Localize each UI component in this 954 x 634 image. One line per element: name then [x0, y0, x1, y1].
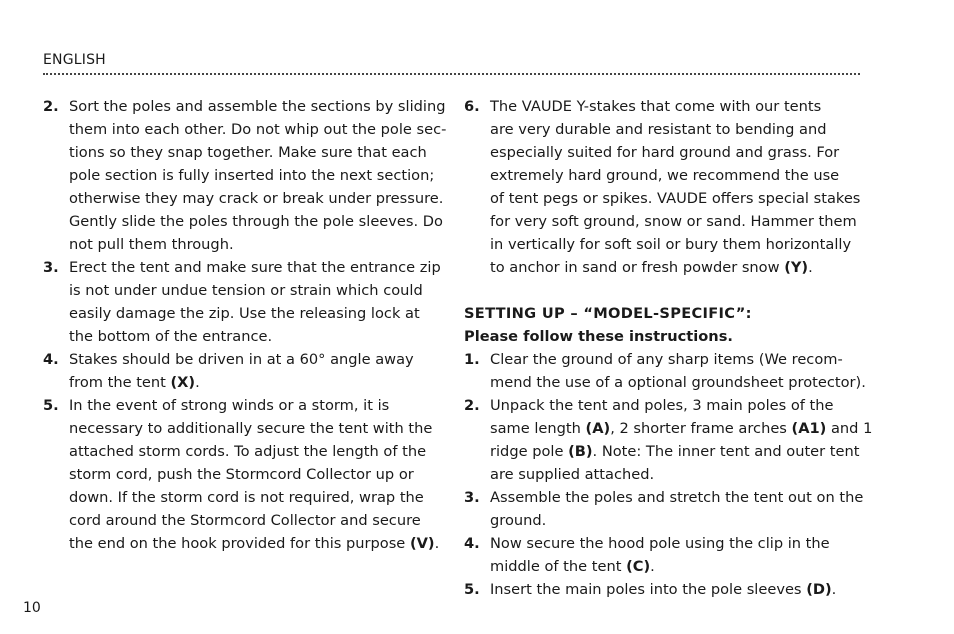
- text-fragment: Insert the main poles into the pole sleeves: [490, 581, 807, 598]
- text-line: storm cord, push the Stormcord Collector up or: [69, 466, 414, 483]
- text-line: otherwise they may crack or break under pressure.: [69, 190, 444, 207]
- text-line: Erect the tent and make sure that the entrance zip: [69, 259, 441, 276]
- item-number: 5.: [464, 581, 480, 598]
- item-number: 3.: [43, 259, 59, 276]
- item-number: 1.: [464, 351, 480, 368]
- text-line: [490, 578, 864, 601]
- text-fragment: .: [650, 558, 655, 575]
- setup-step-4: [464, 532, 864, 578]
- text-line: extremely hard ground, we recommend the use: [490, 167, 840, 184]
- item-number: 4.: [43, 351, 59, 368]
- section-heading: SETTING UP – “MODEL-SPECIFIC”:: [464, 305, 752, 322]
- left-column: [43, 95, 447, 555]
- page-number: 10: [23, 600, 41, 616]
- text-line: them into each other. Do not whip out the pole sec-: [69, 121, 447, 138]
- section-subheading: Please follow these instructions.: [464, 328, 733, 345]
- text-line: The VAUDE Y-stakes that come with our tents: [490, 98, 822, 115]
- text-fragment: ridge pole: [490, 443, 569, 460]
- setup-step-2: [464, 394, 873, 486]
- text-line: Sort the poles and assemble the sections by sliding: [69, 98, 446, 115]
- text-line: In the event of strong winds or a storm, it is: [69, 397, 390, 414]
- text-fragment: . Note: The inner tent and outer tent: [592, 443, 860, 460]
- text-line: [490, 555, 864, 578]
- text-line: easily damage the zip. Use the releasing lock at: [69, 305, 420, 322]
- figure-reference: (A): [585, 420, 611, 437]
- text-line: mend the use of a optional groundsheet protector).: [490, 374, 866, 391]
- text-line: tions so they snap together. Make sure that each: [69, 144, 427, 161]
- item-number: 6.: [464, 98, 480, 115]
- item-number: 3.: [464, 489, 480, 506]
- text-fragment: to anchor in sand or fresh powder snow: [490, 259, 785, 276]
- list-item-5: [43, 394, 438, 555]
- dotted-divider: [43, 73, 860, 75]
- list-item-4: [43, 348, 438, 394]
- spacer: [464, 279, 864, 302]
- text-fragment: .: [808, 259, 813, 276]
- text-line: [490, 440, 864, 463]
- setup-step-1: [464, 348, 864, 394]
- text-line: Unpack the tent and poles, 3 main poles of the: [490, 397, 834, 414]
- text-fragment: .: [434, 535, 440, 552]
- figure-reference: (V): [409, 535, 435, 552]
- text-line: [69, 371, 438, 394]
- figure-reference: (B): [568, 443, 593, 460]
- text-fragment: the end on the hook provided for this purpose: [69, 535, 410, 552]
- text-line: pole section is fully inserted into the next section;: [69, 167, 435, 184]
- text-line: down. If the storm cord is not required, wrap the: [69, 489, 424, 506]
- language-header: ENGLISH: [43, 52, 106, 68]
- text-line: necessary to additionally secure the tent with the: [69, 420, 433, 437]
- setup-step-5: [464, 578, 864, 601]
- text-fragment: same length: [490, 420, 586, 437]
- text-fragment: .: [831, 581, 837, 598]
- text-line: especially suited for hard ground and grass. For: [490, 144, 840, 161]
- list-item-6: [464, 95, 864, 279]
- text-line: of tent pegs or spikes. VAUDE offers special stakes: [490, 190, 861, 207]
- text-line: the bottom of the entrance.: [69, 328, 273, 345]
- text-fragment: and 1: [826, 420, 873, 437]
- text-line: not pull them through.: [69, 236, 234, 253]
- text-line: attached storm cords. To adjust the length of the: [69, 443, 427, 460]
- figure-reference: (Y): [784, 259, 809, 276]
- text-line: cord around the Stormcord Collector and secure: [69, 512, 421, 529]
- text-fragment: from the tent: [69, 374, 171, 391]
- text-line: [490, 256, 864, 279]
- text-line: Assemble the poles and stretch the tent out on the: [490, 489, 864, 506]
- text-line: are supplied attached.: [490, 466, 655, 483]
- item-number: 4.: [464, 535, 480, 552]
- text-fragment: middle of the tent: [490, 558, 627, 575]
- text-line: [490, 417, 873, 440]
- figure-reference: (A1): [791, 420, 827, 437]
- figure-reference: (C): [626, 558, 651, 575]
- text-line: in vertically for soft soil or bury them horizontally: [490, 236, 852, 253]
- text-line: [69, 532, 438, 555]
- text-line: are very durable and resistant to bending and: [490, 121, 827, 138]
- text-line: Now secure the hood pole using the clip in the: [490, 535, 830, 552]
- list-item-2: [43, 95, 447, 256]
- text-line: ground.: [490, 512, 547, 529]
- item-number: 5.: [43, 397, 59, 414]
- list-item-3: [43, 256, 441, 348]
- text-fragment: , 2 shorter frame arches: [610, 420, 792, 437]
- setup-step-3: [464, 486, 864, 532]
- text-line: Clear the ground of any sharp items (We recom-: [490, 351, 843, 368]
- right-column: [464, 95, 873, 601]
- text-line: for very soft ground, snow or sand. Hammer them: [490, 213, 857, 230]
- item-number: 2.: [464, 397, 480, 414]
- text-fragment: .: [195, 374, 200, 391]
- text-line: Stakes should be driven in at a 60° angle away: [69, 351, 414, 368]
- text-line: is not under undue tension or strain which could: [69, 282, 423, 299]
- figure-reference: (X): [170, 374, 196, 391]
- figure-reference: (D): [806, 581, 832, 598]
- item-number: 2.: [43, 98, 59, 115]
- text-line: Gently slide the poles through the pole sleeves. Do: [69, 213, 443, 230]
